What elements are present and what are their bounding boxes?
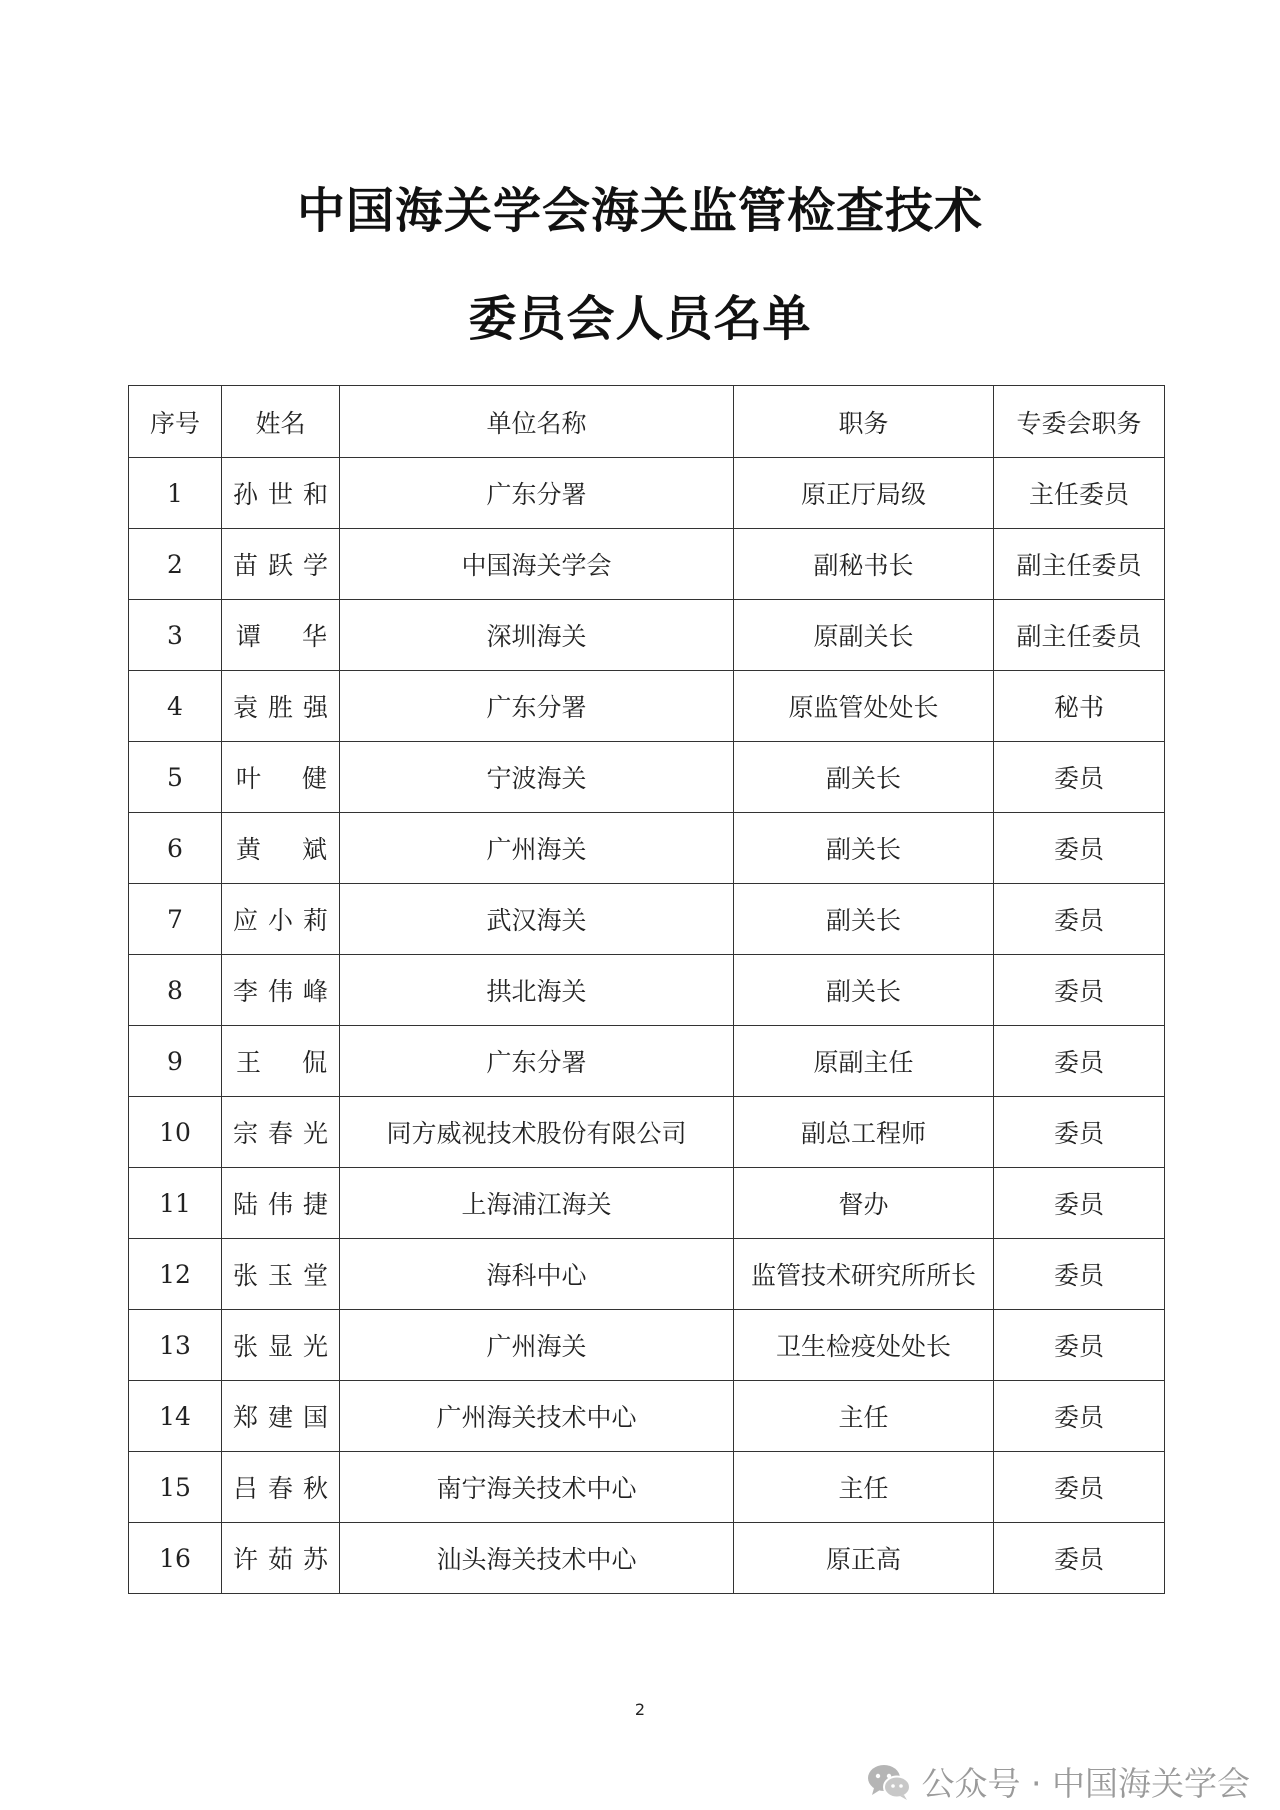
table-row [129, 813, 1165, 884]
cell-position: 原正厅局级 [734, 458, 994, 529]
cell-name: 黄斌 [222, 813, 340, 884]
header-committee-role: 专委会职务 [994, 386, 1165, 458]
member-roster-table [128, 385, 1165, 1594]
table-row [129, 1097, 1165, 1168]
cell-unit: 上海浦江海关 [340, 1168, 734, 1239]
cell-index: 6 [129, 813, 222, 884]
cell-name: 袁胜强 [222, 671, 340, 742]
cell-position: 原监管处处长 [734, 671, 994, 742]
wechat-icon [866, 1762, 912, 1802]
cell-committee-role: 委员 [994, 742, 1165, 813]
cell-position: 监管技术研究所所长 [734, 1239, 994, 1310]
cell-position: 主任 [734, 1381, 994, 1452]
document-title-line-1: 中国海关学会海关监管检查技术 [296, 183, 983, 239]
cell-committee-role: 副主任委员 [994, 600, 1165, 671]
cell-committee-role: 副主任委员 [994, 529, 1165, 600]
table-row [129, 1026, 1165, 1097]
watermark-text: 公众号 · 中国海关学会 [921, 1764, 1250, 1803]
cell-unit: 广州海关 [340, 813, 734, 884]
table-row [129, 884, 1165, 955]
cell-name: 郑建国 [222, 1381, 340, 1452]
cell-index: 13 [129, 1310, 222, 1381]
table-row [129, 458, 1165, 529]
cell-index: 16 [129, 1523, 222, 1594]
cell-name: 宗春光 [222, 1097, 340, 1168]
cell-committee-role: 委员 [994, 1097, 1165, 1168]
table-row [129, 671, 1165, 742]
cell-position: 督办 [734, 1168, 994, 1239]
cell-index: 12 [129, 1239, 222, 1310]
cell-name: 张显光 [222, 1310, 340, 1381]
cell-unit: 广州海关 [340, 1310, 734, 1381]
cell-index: 9 [129, 1026, 222, 1097]
cell-committee-role: 委员 [994, 1168, 1165, 1239]
cell-name: 孙世和 [222, 458, 340, 529]
cell-name: 应小莉 [222, 884, 340, 955]
cell-position: 卫生检疫处处长 [734, 1310, 994, 1381]
cell-position: 副总工程师 [734, 1097, 994, 1168]
table-row [129, 1168, 1165, 1239]
table-row [129, 1381, 1165, 1452]
cell-position: 副关长 [734, 742, 994, 813]
cell-unit: 武汉海关 [340, 884, 734, 955]
cell-unit: 宁波海关 [340, 742, 734, 813]
cell-unit: 中国海关学会 [340, 529, 734, 600]
cell-name: 谭华 [222, 600, 340, 671]
cell-unit: 同方威视技术股份有限公司 [340, 1097, 734, 1168]
table-row [129, 529, 1165, 600]
table-header-row [129, 386, 1165, 458]
cell-name: 苗跃学 [222, 529, 340, 600]
cell-position: 原副主任 [734, 1026, 994, 1097]
cell-committee-role: 主任委员 [994, 458, 1165, 529]
table-body [129, 458, 1165, 1594]
cell-name: 许茹苏 [222, 1523, 340, 1594]
cell-unit: 广东分署 [340, 671, 734, 742]
cell-index: 4 [129, 671, 222, 742]
cell-committee-role: 委员 [994, 1523, 1165, 1594]
cell-position: 原副关长 [734, 600, 994, 671]
cell-committee-role: 委员 [994, 813, 1165, 884]
cell-committee-role: 委员 [994, 1310, 1165, 1381]
cell-name: 叶健 [222, 742, 340, 813]
cell-name: 王侃 [222, 1026, 340, 1097]
table-row [129, 1523, 1165, 1594]
cell-index: 10 [129, 1097, 222, 1168]
cell-name: 吕春秋 [222, 1452, 340, 1523]
cell-position: 副关长 [734, 884, 994, 955]
cell-index: 1 [129, 458, 222, 529]
cell-committee-role: 秘书 [994, 671, 1165, 742]
header-name: 姓名 [222, 386, 340, 458]
cell-unit: 汕头海关技术中心 [340, 1523, 734, 1594]
cell-index: 3 [129, 600, 222, 671]
document-title-line-2: 委员会人员名单 [468, 291, 812, 347]
cell-committee-role: 委员 [994, 1452, 1165, 1523]
cell-name: 张玉堂 [222, 1239, 340, 1310]
cell-index: 15 [129, 1452, 222, 1523]
page-number: 2 [634, 1700, 646, 1719]
cell-index: 11 [129, 1168, 222, 1239]
cell-index: 14 [129, 1381, 222, 1452]
cell-committee-role: 委员 [994, 1026, 1165, 1097]
cell-index: 2 [129, 529, 222, 600]
cell-committee-role: 委员 [994, 1239, 1165, 1310]
cell-position: 副秘书长 [734, 529, 994, 600]
cell-position: 副关长 [734, 955, 994, 1026]
cell-unit: 广东分署 [340, 458, 734, 529]
cell-committee-role: 委员 [994, 884, 1165, 955]
cell-unit: 广州海关技术中心 [340, 1381, 734, 1452]
cell-unit: 南宁海关技术中心 [340, 1452, 734, 1523]
cell-unit: 拱北海关 [340, 955, 734, 1026]
cell-index: 7 [129, 884, 222, 955]
cell-unit: 海科中心 [340, 1239, 734, 1310]
table-row [129, 1239, 1165, 1310]
cell-position: 副关长 [734, 813, 994, 884]
cell-unit: 广东分署 [340, 1026, 734, 1097]
header-index: 序号 [129, 386, 222, 458]
table-row [129, 600, 1165, 671]
cell-unit: 深圳海关 [340, 600, 734, 671]
table-row [129, 742, 1165, 813]
cell-index: 5 [129, 742, 222, 813]
header-unit: 单位名称 [340, 386, 734, 458]
cell-committee-role: 委员 [994, 1381, 1165, 1452]
cell-name: 陆伟捷 [222, 1168, 340, 1239]
table-row [129, 955, 1165, 1026]
table-row [129, 1452, 1165, 1523]
cell-name: 李伟峰 [222, 955, 340, 1026]
cell-position: 主任 [734, 1452, 994, 1523]
header-position: 职务 [734, 386, 994, 458]
cell-committee-role: 委员 [994, 955, 1165, 1026]
cell-index: 8 [129, 955, 222, 1026]
wechat-watermark [866, 1758, 1250, 1805]
cell-position: 原正高 [734, 1523, 994, 1594]
table-row [129, 1310, 1165, 1381]
